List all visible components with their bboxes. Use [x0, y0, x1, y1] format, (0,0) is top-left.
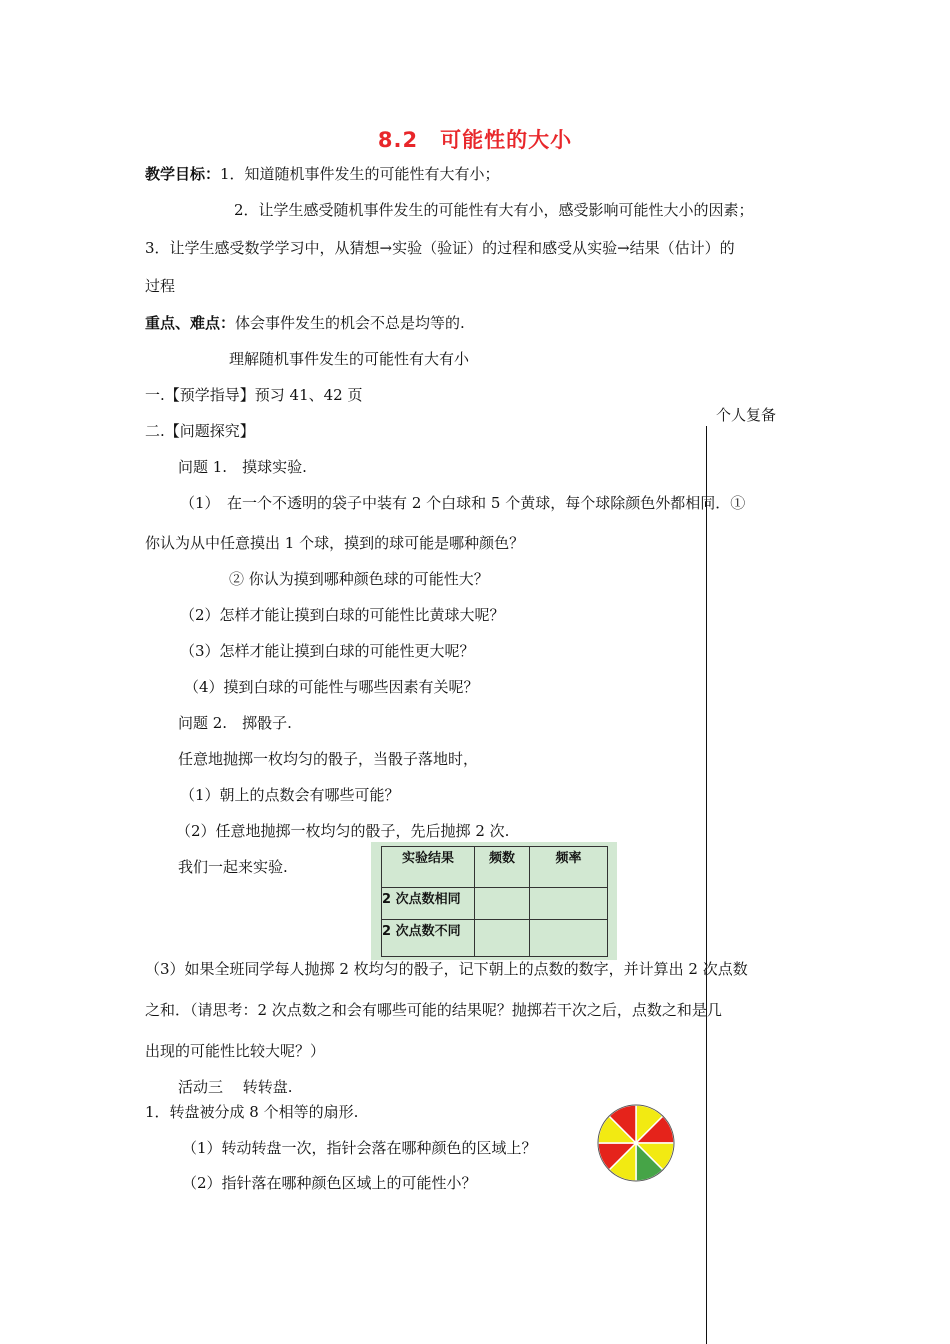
problem-1-q2: （2）怎样才能让摸到白球的可能性比黄球大呢？: [180, 606, 505, 624]
goals-label: 教学目标：: [145, 165, 221, 183]
key-label: 重点、难点：: [145, 314, 236, 332]
problem-1-q1: （1） 在一个不透明的袋子中装有 2 个白球和 5 个黄球，每个球除颜色外都相同．①: [180, 494, 746, 512]
goals-line-1: [145, 164, 500, 184]
problem-2-q1: （1）朝上的点数会有哪些可能？: [180, 786, 400, 804]
table-row: [382, 888, 608, 920]
table-cell-label: 2 次点数不同: [382, 920, 475, 957]
margin-divider: [706, 426, 707, 1344]
margin-notes-label: 个人复备: [716, 406, 777, 424]
activity-3-item-1: 1．转盘被分成 8 个相等的扇形.: [145, 1103, 359, 1121]
key-text-2: 理解随机事件发生的可能性有大有小: [229, 350, 470, 368]
key-points-line: [145, 313, 465, 333]
problem-1-q4: （4）摸到白球的可能性与哪些因素有关呢？: [184, 678, 479, 696]
table-cell-label: 2 次点数相同: [382, 888, 475, 920]
table-header-rate: 频率: [530, 847, 608, 888]
experiment-table: [381, 846, 608, 957]
experiment-prompt: 我们一起来实验.: [178, 858, 288, 876]
activity-3-title: 活动三 转转盘.: [178, 1078, 293, 1096]
problem-1-q1-part2: ② 你认为摸到哪种颜色球的可能性大？: [229, 570, 489, 588]
table-cell: [475, 920, 530, 957]
goal-3-continued: 过程: [145, 277, 176, 295]
problem-1-q1-continued: 你认为从中任意摸出 1 个球，摸到的球可能是哪种颜色？: [145, 534, 525, 552]
table-cell: [530, 920, 608, 957]
section-preview: 一.【预学指导】预习 41、42 页: [145, 386, 363, 404]
key-text-1: 体会事件发生的机会不总是均等的.: [235, 314, 465, 332]
problem-2-intro: 任意地抛掷一枚均匀的骰子，当骰子落地时，: [178, 750, 479, 768]
page-title: 8.2 可能性的大小: [377, 128, 573, 152]
table-header-row: [382, 847, 608, 888]
goal-1: 1．知道随机事件发生的可能性有大有小；: [220, 165, 500, 183]
activity-3-q1: （1）转动转盘一次，指针会落在哪种颜色的区域上？: [182, 1139, 537, 1157]
problem-2-title: 问题 2. 掷骰子.: [178, 714, 292, 732]
table-header-frequency: 频数: [475, 847, 530, 888]
goal-3: 3．让学生感受数学学习中，从猜想→实验（验证）的过程和感受从实验→结果（估计）的: [145, 239, 735, 257]
experiment-table-panel: [371, 842, 617, 960]
problem-1-q3: （3）怎样才能让摸到白球的可能性更大呢？: [180, 642, 475, 660]
table-header-result: 实验结果: [382, 847, 475, 888]
section-inquiry: 二.【问题探究】: [145, 422, 255, 440]
problem-1-title: 问题 1. 摸球实验.: [178, 458, 307, 476]
table-cell: [475, 888, 530, 920]
problem-2-q3-end: 出现的可能性比较大呢？）: [145, 1042, 326, 1060]
table-row: [382, 920, 608, 957]
spinner-wheel-icon: [596, 1103, 676, 1183]
goal-2: 2．让学生感受随机事件发生的可能性有大有小，感受影响可能性大小的因素；: [234, 201, 754, 219]
problem-2-q2: （2）任意地抛掷一枚均匀的骰子，先后抛掷 2 次.: [176, 822, 510, 840]
table-cell: [530, 888, 608, 920]
problem-2-q3: （3）如果全班同学每人抛掷 2 枚均匀的骰子，记下朝上的点数的数字，并计算出 2 次点数: [145, 960, 748, 978]
activity-3-q2: （2）指针落在哪种颜色区域上的可能性小？: [182, 1174, 477, 1192]
problem-2-q3-continued: 之和．（请思考：2 次点数之和会有哪些可能的结果呢？抛掷若干次之后，点数之和是几: [145, 1001, 722, 1019]
